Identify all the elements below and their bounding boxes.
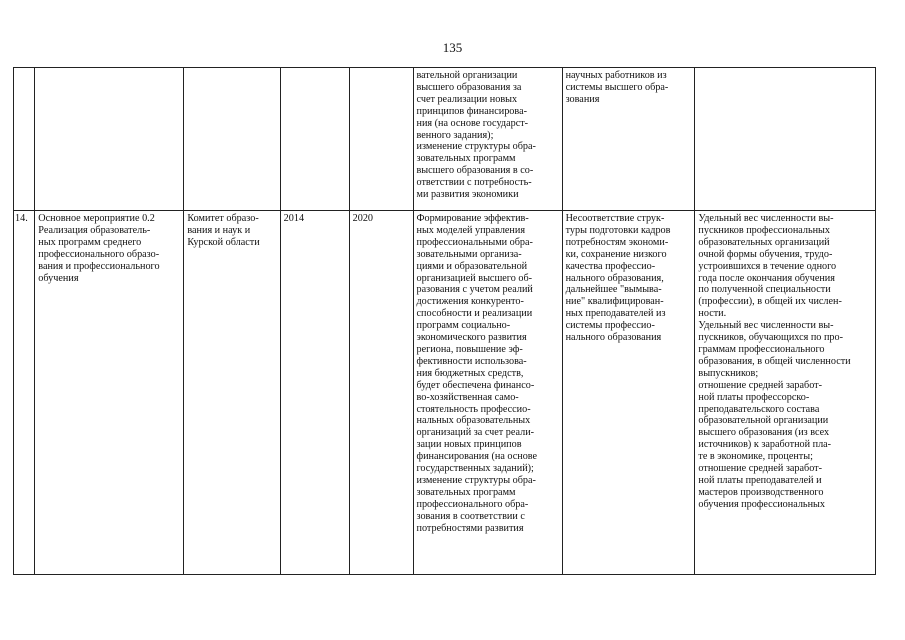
row-number-cell: 14. (14, 211, 35, 575)
indicators-cell (695, 68, 876, 211)
table-row (14, 211, 876, 575)
risk-cell: научных работников из системы высшего обра- зования (562, 68, 695, 211)
end-year-cell (349, 68, 413, 211)
measures-table (13, 67, 876, 575)
measure-name-cell (35, 68, 184, 211)
indicators-cell: Удельный вес численности вы- пускников профессиональных образовательных организаций очной формы обучения, трудо- устроившихся в течение одного года после окончания обучения по полученной специальности (профессии), в общей их числен- ности. Удельный вес численности вы- пускников, обучающихся по про- граммам профессионального образования, в общей численности выпускников; отношение средней заработ- ной платы профессорско- преподавательского состава образовательной организации высшего образования (из всех источников) к заработной пла- те в экономике, проценты; отношение средней заработ- ной платы преподавателей и мастеров производственного обучения профессиональных (695, 211, 876, 575)
expected-result-cell: Формирование эффектив- ных моделей управления профессиональными обра- зовательными организа- циями и образовательной организацией высшего об- разования с учетом реалий достижения конкурентo- способности и реализации программ социально- экономического развития региона, повышение эф- фективности использова- ния бюджетных средств, будет обеспечена финансо- во-хозяйственная само- стоятельность профессио- нальных образовательных организаций за счет реали- зации новых принципов финансирования (на основе государственных заданий); изменение структуры обра- зовательных программ профессионального обра- зования в соответствии с потребностями развития (413, 211, 562, 575)
page-number: 135 (442, 40, 463, 55)
table-row (14, 68, 876, 211)
executor-cell: Комитет образо- вания и наук и Курской области (184, 211, 280, 575)
measure-name-cell: Основное мероприятие 0.2 Реализация образователь- ных программ среднего профессионального образо- вания и профессионального обучения (35, 211, 184, 575)
end-year-cell: 2020 (349, 211, 413, 575)
start-year-cell (280, 68, 349, 211)
risk-cell: Несоответствие струк- туры подготовки кадров потребностям экономи- ки, сохранение низкого качества профессио- нального образования, дальнейшее "вымыва- ние" квалифицирован- ных преподавателей из системы профессио- нального образования (562, 211, 695, 575)
expected-result-cell: вательной организации высшего образования за счет реализации новых принципов финансирова- ния (на основе государст- венного задания); изменение структуры обра- зовательных программ высшего образования в со- ответствии с потребность- ми развития экономики (413, 68, 562, 211)
start-year-cell: 2014 (280, 211, 349, 575)
row-number-cell (14, 68, 35, 211)
executor-cell (184, 68, 280, 211)
